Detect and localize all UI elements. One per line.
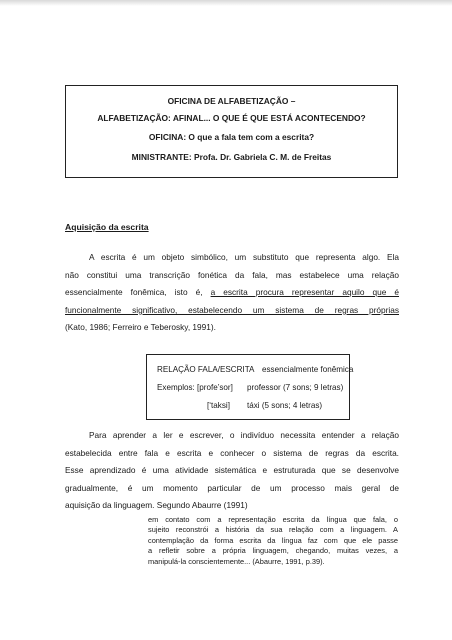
- relation-label: RELAÇÃO FALA/ESCRITA: [157, 365, 255, 374]
- title-box: [65, 85, 398, 178]
- quote-line: manipulá-la conscientemente... (Abaurre, 1991, p.39).: [148, 556, 325, 566]
- section-heading: Aquisição da escrita: [65, 222, 149, 232]
- underlined-line: funcionalmente significativo, estabelecendo um sistema de regras próprias: [65, 304, 399, 315]
- block-quote: [148, 515, 398, 567]
- example-label: Exemplos: [profe’sor]: [157, 383, 233, 392]
- paragraph-1-line: [65, 284, 399, 302]
- paragraph-2-line: Esse aprendizado é uma atividade sistemática e estruturada que se desenvolve: [65, 465, 399, 476]
- paragraph-2-line: Para aprender a ler e escrever, o indivíduo necessita entender a relação: [89, 430, 399, 440]
- paragraph-1: [65, 249, 399, 337]
- paragraph-1-text: essencialmente fonêmica, isto é,: [65, 287, 211, 298]
- presenter-line: MINISTRANTE: Profa. Dr. Gabriela C. M. de Freitas: [131, 152, 332, 162]
- title-line-1: OFICINA DE ALFABETIZAÇÃO –: [167, 96, 296, 106]
- example-phonetic-taxi: [‘taksi]: [207, 401, 230, 410]
- paragraph-2-line: estabelecida entre fala e escrita e conhecer o sistema de regras da escrita.: [65, 447, 399, 458]
- example-value-taxi: táxi (5 sons; 4 letras): [247, 401, 323, 410]
- relation-value: essencialmente fonêmica: [262, 365, 354, 374]
- paragraph-1-line: não constitui uma transcrição fonética da fala, mas estabelece uma relação: [65, 269, 399, 280]
- paragraph-2: [65, 427, 399, 515]
- quote-line: contemplação da forma escrita da língua faz com que ele passe: [148, 535, 398, 545]
- underlined-text: a escrita procura representar aquilo que é: [210, 287, 400, 298]
- paragraph-2-line: gradualmente, é um momento particular de um processo mais geral de: [65, 482, 399, 493]
- quote-line: em contato com a representação escrita da língua que fala, o: [148, 515, 398, 524]
- example-value-professor: professor (7 sons; 9 letras): [247, 383, 344, 392]
- paragraph-2-line: aquisição da linguagem. Segundo Abaurre (1991): [65, 500, 248, 511]
- workshop-subtitle: OFICINA: O que a fala tem com a escrita?: [148, 132, 315, 142]
- relation-box: [146, 354, 354, 420]
- citation-line: (Kato, 1986; Ferreiro e Teberosky, 1991).: [65, 322, 216, 333]
- title-line-2: ALFABETIZAÇÃO: AFINAL... O QUE É QUE ESTÁ ACONTECENDO?: [97, 113, 366, 123]
- quote-line: sujeito reconstrói a história da sua relação com a linguagem. A: [148, 525, 398, 535]
- page-edge-shadow: [0, 0, 452, 6]
- paragraph-1-line: A escrita é um objeto simbólico, um substituto que representa algo. Ela: [89, 252, 399, 262]
- quote-line: a refletir sobre a própria linguagem, chegando, muitas vezes, a: [148, 546, 398, 556]
